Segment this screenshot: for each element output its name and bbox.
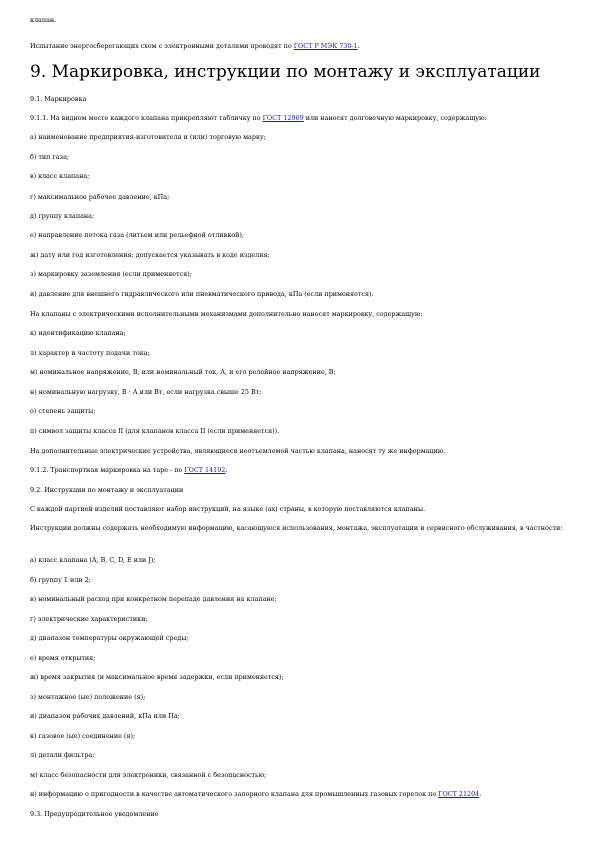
- section-heading: 9. Маркировка, инструкции по монтажу и эксплуатации: [30, 62, 541, 82]
- list-item: н) номинальную нагрузку, В · А или Вт, если нагрузка свыше 25 Вт;: [30, 388, 262, 396]
- list-item: а) класс клапана (A, B, C, D, E или J);: [30, 556, 156, 564]
- list-item: ж) дату или год изготовления; допускается указывать в коде изделия;: [30, 251, 270, 259]
- text-segment: или наносят долговечную маркировку, содержащую:: [303, 114, 487, 122]
- list-item: г) электрические характеристики;: [30, 615, 148, 623]
- list-item: к) газовое (ые) соединение (я);: [30, 732, 136, 740]
- list-item: в) номинальный расход при конкретном перепаде давления на клапане;: [30, 595, 277, 603]
- text-paragraph: Инструкции должны содержать необходимую информацию, касающуюся использования, монтажа, эксплуатации и сервисного обслуживания, в частности:: [30, 524, 563, 532]
- list-item: о) степень защиты;: [30, 407, 96, 415]
- text-segment: .: [225, 466, 228, 474]
- text-line: На клапаны с электрическими исполнительными механизмами дополнительно наносят маркировку, содержащую:: [30, 310, 423, 318]
- list-item: д) группу клапана;: [30, 212, 95, 220]
- list-item: л) детали фильтра;: [30, 751, 95, 759]
- list-item: б) группу 1 или 2;: [30, 576, 91, 584]
- list-item: в) класс клапана;: [30, 172, 90, 180]
- gost-r-iec-730-1-link[interactable]: ГОСТ Р МЭК 730-1: [293, 42, 358, 50]
- list-item: л) характер и частоту подачи тока;: [30, 349, 150, 357]
- list-item: ж) время закрытия (и максимальное время задержки, если применяется);: [30, 673, 284, 681]
- subsection-title: 9.3. Предупредительное уведомление: [30, 810, 159, 818]
- list-item: м) класс безопасности для электроники, связанной с безопасностью;: [30, 771, 267, 779]
- list-item: [30, 790, 481, 799]
- text-line: [30, 466, 227, 475]
- list-item: и) диапазон рабочих давлений, кПа или Па;: [30, 712, 180, 720]
- text-segment: 9.1.1. На видном месте каждого клапана прикрепляют табличку по: [30, 114, 263, 122]
- gost-21204-link[interactable]: ГОСТ 21204: [438, 790, 480, 798]
- list-item: е) направление потока газа (литьем или рельефной отливкой);: [30, 231, 244, 239]
- text-line: На дополнительные электрические устройства, являющиеся неотъемлемой частью клапана, наносят ту же информацию.: [30, 447, 446, 455]
- list-item: к) идентификацию клапана;: [30, 329, 126, 337]
- list-item: а) наименование предприятия-изготовителя и (или) торговую марку;: [30, 133, 266, 141]
- gost-14192-link[interactable]: ГОСТ 14192: [184, 466, 226, 474]
- text-segment: Испытание энергосберегающих схем с электронными деталями проводят по: [30, 42, 294, 50]
- text-segment: .: [479, 790, 482, 798]
- list-item: б) тип газа;: [30, 153, 70, 161]
- list-item: и) давление для внешнего гидравлического или пневматического привода, кПа (если применяется).: [30, 290, 374, 298]
- list-item: п) символ защиты класса II (для клапанов класса II (если применяется)).: [30, 427, 280, 435]
- list-item: д) диапазон температуры окружающей среды;: [30, 634, 189, 642]
- text-segment: 9.1.2. Транспортная маркировка на таре - по: [30, 466, 185, 474]
- subsection-title: 9.2. Инструкции по монтажу и эксплуатации: [30, 486, 184, 494]
- subsection-title: 9.1. Маркировка: [30, 95, 87, 103]
- list-item: з) монтажное (ые) положение (я);: [30, 693, 146, 701]
- text-segment: .: [357, 42, 360, 50]
- text-line: [30, 42, 360, 51]
- text-line: [30, 114, 487, 123]
- list-item: е) время открытия;: [30, 654, 96, 662]
- text-line: клапан.: [30, 16, 57, 24]
- text-line: С каждой партией изделий поставляют набор инструкций, на языке (ах) страны, в которую поставляются клапаны.: [30, 505, 426, 513]
- list-item: м) номинальное напряжение, В, или номинальный ток, А, и его релейное напряжение, В;: [30, 368, 336, 376]
- gost-12969-link[interactable]: ГОСТ 12969: [262, 114, 304, 122]
- list-item: г) максимальное рабочее давление, кПа;: [30, 193, 170, 201]
- text-segment: н) информацию о пригодности в качестве автоматического запорного клапана для промышленных газовых горелок по: [30, 790, 439, 798]
- list-item: з) маркировку заземления (если применяется);: [30, 270, 192, 278]
